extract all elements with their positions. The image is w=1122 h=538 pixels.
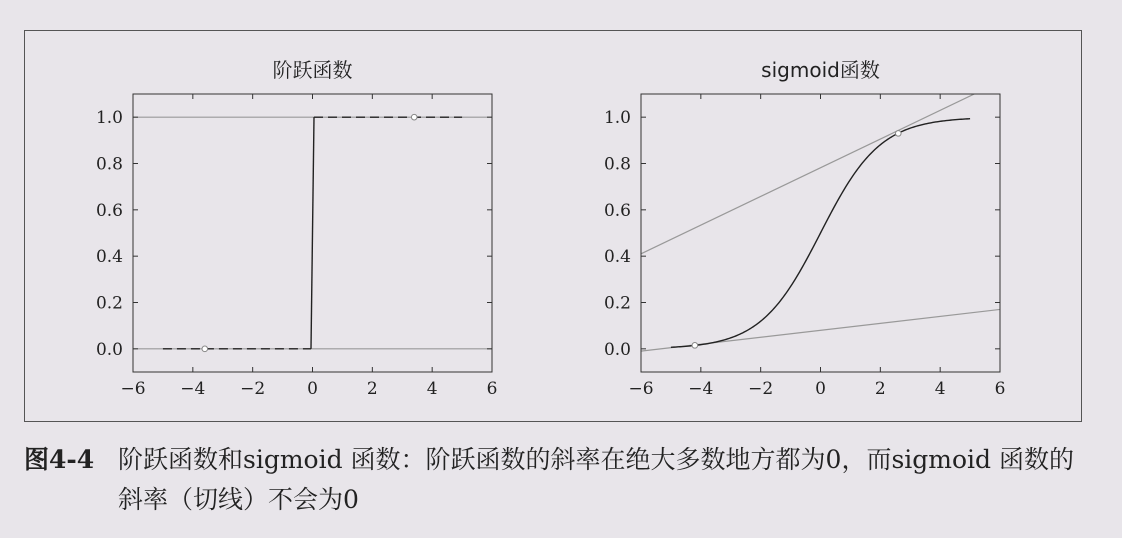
step-marker-0 [202, 346, 208, 352]
step-ytick-label-4: 0.8 [95, 154, 123, 175]
sigmoid-xtick-label-5: 4 [934, 379, 946, 399]
figure-caption [24, 440, 1094, 514]
sigmoid-xtick-label-6: 6 [994, 379, 1006, 399]
sigmoid-marker-0 [692, 343, 698, 349]
sigmoid-series-sigmoid [671, 119, 970, 348]
step-marker-1 [411, 114, 417, 120]
sigmoid-marker-1 [895, 131, 901, 137]
caption-text: 阶跃函数和sigmoid 函数：阶跃函数的斜率在绝大多数地方都为0，而sigmoid 函数的斜率（切线）不会为0 [118, 445, 1074, 514]
step-xtick-label-0: −6 [120, 379, 146, 399]
sigmoid-ytick-label-0: 0.0 [603, 339, 631, 360]
sigmoid-xtick-label-0: −6 [628, 379, 654, 399]
sigmoid-ytick-label-3: 0.6 [603, 200, 631, 221]
sigmoid-ytick-label-4: 0.8 [603, 154, 631, 175]
step-xtick-label-2: −2 [240, 379, 266, 399]
step-xtick-label-6: 6 [486, 379, 498, 399]
step-ytick-label-3: 0.6 [95, 200, 123, 221]
step-ytick-label-2: 0.4 [95, 247, 123, 268]
figure-canvas [25, 31, 1081, 421]
sigmoid-xtick-label-3: 0 [815, 379, 826, 399]
step-ytick-label-5: 1.0 [95, 108, 123, 129]
sigmoid-ytick-label-1: 0.2 [603, 293, 631, 314]
step-xtick-label-1: −4 [180, 379, 206, 399]
step-xtick-label-5: 4 [426, 379, 438, 399]
sigmoid-series-group [641, 92, 1000, 351]
step-ytick-label-1: 0.2 [95, 293, 123, 314]
sigmoid-series-tangent-high [641, 92, 979, 254]
figure-frame [24, 30, 1082, 422]
sigmoid-ytick-label-2: 0.4 [603, 247, 631, 268]
step-series-group [133, 117, 492, 349]
sigmoid-xtick-label-1: −4 [688, 379, 714, 399]
sigmoid-ytick-label-5: 1.0 [603, 108, 631, 129]
step-xtick-label-4: 2 [366, 379, 378, 399]
sigmoid-xtick-label-4: 2 [874, 379, 886, 399]
sigmoid-title: sigmoid函数 [761, 58, 880, 82]
sigmoid-plot [604, 58, 1005, 399]
step-xtick-label-3: 0 [307, 379, 318, 399]
sigmoid-xtick-label-2: −2 [748, 379, 774, 399]
step-ytick-label-0: 0.0 [95, 339, 123, 360]
caption-label: 图4-4 [24, 445, 95, 474]
step-series-step [311, 117, 314, 349]
step-title: 阶跃函数 [272, 58, 353, 82]
step-plot [96, 58, 497, 399]
